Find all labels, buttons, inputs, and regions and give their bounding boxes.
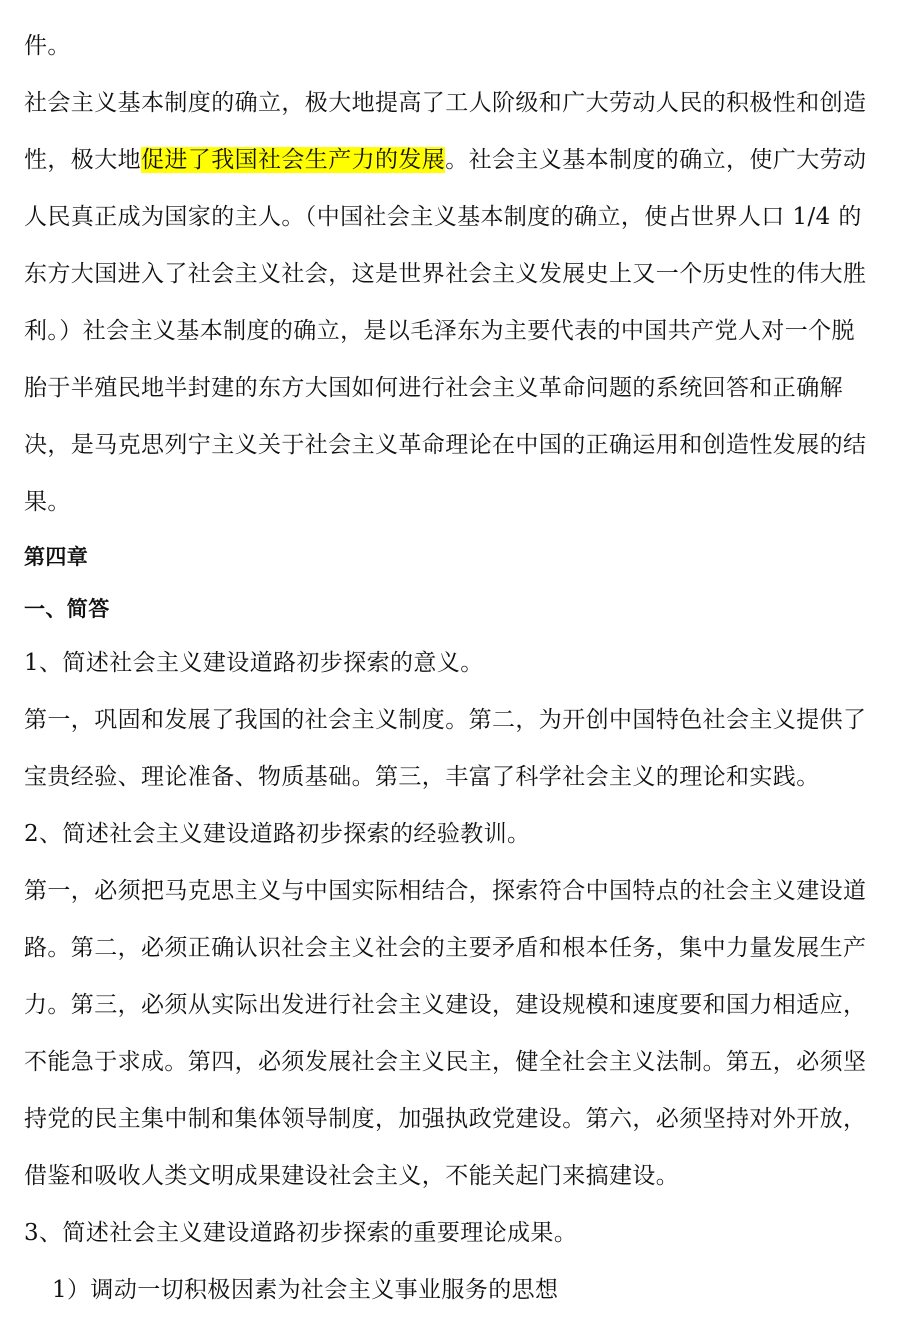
- question-line: 2、简述社会主义建设道路初步探索的经验教训。: [24, 821, 531, 847]
- paragraph-line: [24, 132, 882, 189]
- chapter-heading: 第四章: [24, 545, 89, 569]
- paragraph-line: 第一，巩固和发展了我国的社会主义制度。第二，为开创中国特色社会主义提供了: [24, 707, 867, 733]
- document-page: [24, 0, 882, 1319]
- paragraph-line: 件。: [24, 33, 71, 59]
- paragraph-line: 东方大国进入了社会主义社会，这是世界社会主义发展史上又一个历史性的伟大胜: [24, 261, 867, 287]
- section-heading: 一、简答: [24, 597, 110, 621]
- paragraph-line: 人民真正成为国家的主人。（中国社会主义基本制度的确立，使占世界人口 1/4 的: [24, 204, 862, 230]
- paragraph-line: 力。第三，必须从实际出发进行社会主义建设，建设规模和速度要和国力相适应，: [24, 992, 867, 1018]
- paragraph-line: 持党的民主集中制和集体领导制度，加强执政党建设。第六，必须坚持对外开放，: [24, 1106, 867, 1132]
- paragraph-line: 路。第二，必须正确认识社会主义社会的主要矛盾和根本任务，集中力量发展生产: [24, 935, 867, 961]
- paragraph-line: 胎于半殖民地半封建的东方大国如何进行社会主义革命问题的系统回答和正确解: [24, 375, 843, 401]
- paragraph-line: 第一，必须把马克思主义与中国实际相结合，探索符合中国特点的社会主义建设道: [24, 878, 867, 904]
- list-item: 1）调动一切积极因素为社会主义事业服务的思想: [52, 1277, 559, 1303]
- line-text: 。社会主义基本制度的确立，使广大劳动: [445, 147, 867, 173]
- paragraph-line: 借鉴和吸收人类文明成果建设社会主义，不能关起门来搞建设。: [24, 1163, 680, 1189]
- paragraph-line: 利。）社会主义基本制度的确立，是以毛泽东为主要代表的中国共产党人对一个脱: [24, 318, 855, 344]
- highlighted-text: 促进了我国社会生产力的发展: [141, 147, 446, 173]
- question-line: 1、简述社会主义建设道路初步探索的意义。: [24, 650, 484, 676]
- paragraph-line: 果。: [24, 489, 71, 515]
- paragraph-line: 决，是马克思列宁主义关于社会主义革命理论在中国的正确运用和创造性发展的结: [24, 432, 867, 458]
- line-text: 性，极大地: [24, 147, 141, 173]
- question-line: 3、简述社会主义建设道路初步探索的重要理论成果。: [24, 1220, 578, 1246]
- paragraph-line: 不能急于求成。第四，必须发展社会主义民主，健全社会主义法制。第五，必须坚: [24, 1049, 867, 1075]
- paragraph-line: 宝贵经验、理论准备、物质基础。第三，丰富了科学社会主义的理论和实践。: [24, 764, 820, 790]
- paragraph-line: 社会主义基本制度的确立，极大地提高了工人阶级和广大劳动人民的积极性和创造: [24, 90, 867, 116]
